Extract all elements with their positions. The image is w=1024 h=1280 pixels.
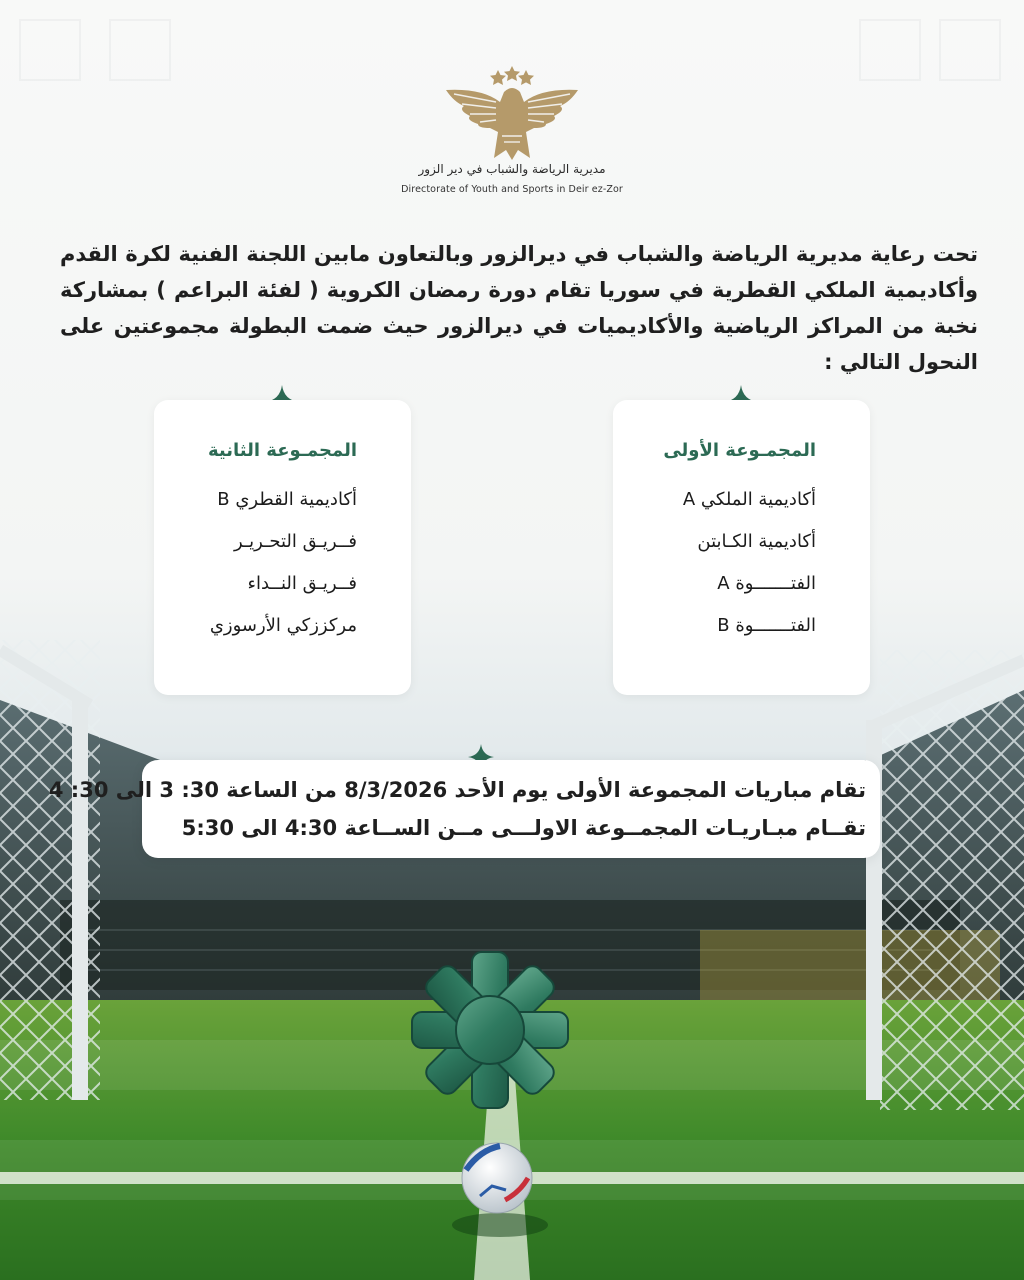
team-item: فــريـق التحـريـر [233,531,357,552]
org-name-ar: مديرية الرياضة والشباب في دير الزور [418,162,606,176]
group-two-team-list [210,488,357,656]
schedule-line-1: تقام مباريات المجموعة الأولى يوم الأحد 8/3/2026 من الساعة 30: 3 الى 30: 4 [48,778,866,802]
team-item: مركززكي الأرسوزي [209,615,357,636]
team-item: أكاديمية القطري B [217,489,357,510]
group-one-card [613,400,870,695]
schedule-line-2: تقــام مبـاريـات المجمــوعة الاولـــى مــن الســاعة 4:30 الى 5:30 [181,816,866,840]
intro-paragraph: تحت رعاية مديرية الرياضة والشباب في ديرالزور وبالتعاون مابين اللجنة الفنية لكرة القدم وأكاديمية الملكي القطرية في سوريا تقام دورة رمضان الكروية ( لفئة البراعم ) بمشاركة نخبة من المراكز الرياضية والأكاديميات في ديرالزور حيث ضمت البطولة مجموعتين على النحول التالي : [60,242,978,374]
group-one-team-list [683,488,816,656]
team-item: أكاديمية الكـابتن [697,531,816,552]
eagle-logo-icon [442,62,582,162]
team-item: أكاديمية الملكي A [682,489,816,510]
group-two-card [154,400,411,695]
group-one-title: المجمـوعة الأولى [663,440,816,461]
group-two-title: المجمـوعة الثانية [207,440,357,461]
team-item: الفتـــــــوة B [717,615,816,636]
schedule-box [48,760,880,858]
team-item: الفتـــــــوة A [717,573,816,594]
org-name-en: Directorate of Youth and Sports in Deir ez-Zor [401,184,623,195]
team-item: فــريـق النــداء [247,573,357,594]
